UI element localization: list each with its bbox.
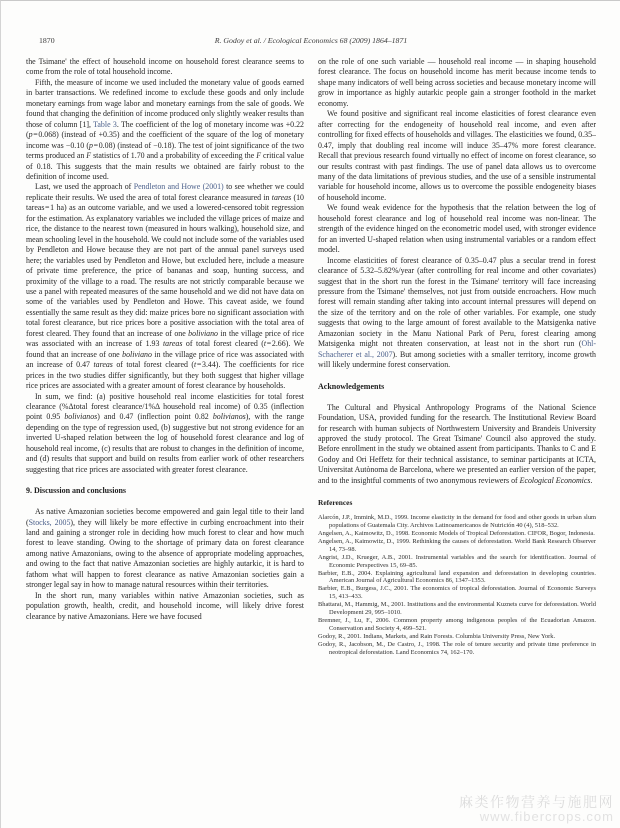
- reference-item: Godoy, R., 2001. Indians, Markets, and Rain Forests. Columbia University Press, New York.: [318, 632, 556, 640]
- page-header: [26, 36, 596, 48]
- reference-item: Alarcón, J.P., Immink, M.D., 1999. Income elasticity in the demand for food and other goods in urban slum populations of Guatemala City. Archivos Latinoamericanos de Nutrición 40 (4), 518–532.: [318, 514, 596, 530]
- paragraph: The Cultural and Physical Anthropology Programs of the National Science Foundation, USA, provided funding for the research. The Institutional Review Board for research with human subjects of Northwestern University and Brandeis University approved the study protocol. The Great Tsimane' Council also approved the study. Before enrollment in the study we obtained assent from participants. Thanks to C and E Godoy and Ori Heffetz for their technical assistance, to seminar participants at ICTA, Universitat Autònoma de Barcelona, where we presented an earlier version of the paper, and to the insightful comments of two anonymous reviewers of Ecological Economics.: [318, 402, 596, 485]
- reference-item: Bremner, J., Lu, F., 2006. Common property among indigenous peoples of the Ecuadorian Amazon. Conservation and Society 4, 499–521.: [318, 617, 596, 632]
- paragraph: Last, we used the approach of Pendleton and Howe (2001) to see whether we could replicate their results. We used the area of total forest clearance measured in tareas (10 tareas = 1 ha) as an outcome variable, and we used a lowered-censored tobit regression for the estimation. As explanatory variables we included the village prices of maize and rice, the distance to the nearest town (measured in hours walking), household size, and mean schooling level in the household. We could not include some of the variables used by Pendleton and Howe because they are not part of the annual panel surveys used here; the variables used by Pendleton and Howe, but excluded here, include a measure of private time preference, the price of bananas and soap, hunting success, and proximity of the village to a road. The results are not strictly comparable because we use a panel with repeated measures of the same household and we did not have data on some of the variables used by Pendleton and Howe. This caveat aside, we found essentially the same result as they did: maize prices bore no significant association with total forest clearance, but rice prices bore a positive association with the total area of forest cleared. They found that an increase of one boliviano in the village price of rice was associated with an increase of 1.93 tareas of total forest cleared (t = 2.66). We found that an increase of one boliviano in the village price of rice was associated with an increase of 0.47 tareas of total forest cleared (t = 3.44). The coefficients for rice prices in the two studies differ significantly, but they both suggest that higher village rice prices are associated with a greater amount of forest clearance by households.: [26, 182, 304, 391]
- emphasis-text: p: [28, 130, 33, 140]
- paragraph: We found positive and significant real income elasticities of forest clearance even after correcting for the endogeneity of household real income, and even after controlling for fixed effects of households and villages. The elasticities we found, 0.35–0.47, imply that doubling real income will induce 35–47% more forest clearance. Recall that previous research found virtually no effect of income on forest clearance, so our results contrast with past findings. The use of panel data allows us to overcome many of the data limitations of previous studies, and the use of a sensible instrumental variable for household income, allows us to overcome the possible endogeneity biases of household income.: [318, 109, 596, 202]
- section-heading: 9. Discussion and conclusions: [26, 486, 127, 496]
- reference-item: Barbier, E.B., 2004. Explaining agricultural land expansion and deforestation in developing countries. American Journal of Agricultural Economics 86, 1347–1353.: [318, 569, 596, 585]
- paragraph: Income elasticities of forest clearance of 0.35–0.47 plus a secular trend in forest clearance of 5.32–5.82%/year (after controlling for real income and other covariates) suggest that in the short run the forest in the Tsimane' territory will face increasing pressure from the Tsimane' themselves, not just from outside encroachers. How much forest will remain standing after taking into account internal pressures will depend on the size of the territory and on the role of other variables. For example, one study suggests that owing to the large amount of forest available to the Matsigenka native Amazonian society in the Manu National Park of Peru, forest clearing among Matsigenka might not threaten conservation, at least not in the short run (Ohl-Schacherer et al., 2007). But among societies with a smaller territory, income growth will likely undermine forest conservation.: [318, 255, 596, 370]
- right-column: [318, 57, 596, 657]
- paragraph: We found weak evidence for the hypothesis that the relation between the log of household forest clearance and log of household real income was non-linear. The strength of the evidence hinged on the econometric model used, with stronger evidence for an inverted U-shaped relation when using instrumental variables or a random effect model.: [318, 203, 596, 255]
- citation-link[interactable]: Ohl-Schacherer et al., 2007: [318, 339, 596, 359]
- paragraph-continued: the Tsimane' the effect of household income on household forest clearance seems to come from the role of total household income.: [26, 57, 304, 77]
- citation-link[interactable]: Pendleton and Howe (2001): [133, 182, 224, 192]
- paragraph: Fifth, the measure of income we used included the monetary value of goods earned in barter transactions. We redefined income to exclude these goods and only include monetary earnings from wage labor and monetary earnings from the sale of goods. We found that changing the definition of income produced only slightly weaker results than those of column [1], Table 3. The coefficient of the log of monetary income was +0.22 (p = 0.068) (instead of +0.35) and the coefficient of the square of the log of monetary income was −0.10 (p = 0.08) (instead of −0.18). The test of joint significance of the two terms produced an F statistics of 1.70 and a probability of exceeding the F critical value of 0.18. This suggests that the main results we obtained are fairly robust to the definition of income used.: [26, 77, 304, 181]
- emphasis-text: bolivianos: [212, 412, 246, 422]
- citation-link[interactable]: Stocks, 2005: [28, 517, 71, 527]
- emphasis-text: p: [88, 140, 93, 150]
- reference-item: Angrist, J.D., Krueger, A.B., 2001. Instrumental variables and the search for identification. Journal of Economic Perspectives 15, 69–85.: [318, 553, 596, 569]
- article-body: [26, 57, 596, 657]
- watermark-url: www.fibercrops.com: [479, 809, 614, 824]
- citation-link[interactable]: Table 3: [93, 119, 117, 129]
- paragraph-continued: on the role of one such variable — household real income — in shaping household forest clearance. The focus on household income has merit because income tends to shape many indicators of well being across societies and because monetary income will grow in importance as highly autarkic people gain a stronger foothold in the market economy.: [318, 57, 596, 108]
- emphasis-text: bolivianos: [64, 412, 98, 422]
- reference-item: Angelsen, A., Kaimowitz, D., 1998. Economic Models of Tropical Deforestation. CIFOR, Bogor, Indonesia.: [318, 530, 595, 538]
- reference-item: Barbier, E.B., Burgess, J.C., 2001. The economics of tropical deforestation. Journal of Economic Surveys 15, 413–433.: [318, 585, 596, 601]
- section-heading: Acknowledgements: [318, 381, 385, 391]
- paragraph: As native Amazonian societies become empowered and gain legal title to their land (Stocks, 2005), they will likely be more effective in curbing encroachment into their land and gaining a stronger role in deciding how much forest to clear and how much forest to leave standing. Owing to the shortage of primary data on forest clearance among native Amazonians, owing to the absence of appropriate modeling approaches, and owing to the fact that native Amazonian societies are highly autarkic, it is hard to fathom what will happen to forest clearance as native Amazonian societies gain a stronger legal say in how to manage natural resources within their territories.: [26, 507, 304, 590]
- reference-item: Godoy, R., Jacobson, M., De Castro, J., 1998. The role of tenure security and private time preference in neotropical deforestation. Land Economics 74, 162–170.: [318, 640, 596, 656]
- paragraph: In sum, we find: (a) positive household real income elasticities for total forest clearance (%Δtotal forest clearance/1%Δ household real income) of 0.35 (inflection point 0.95 bolivianos) and 0.47 (inflection point 0.82 bolivianos), with the range depending on the type of regression used, (b) suggestive but not strong evidence for an inverted U-shaped relation between the log of household forest clearance and log of household real income, (c) results that are robust to changes in the definition of income, and (d) results that support and build on results from earlier work of other researchers suggesting that rice prices are associated with greater forest clearance.: [26, 391, 304, 474]
- emphasis-text: Ecological Economics: [519, 475, 591, 485]
- left-column: [26, 57, 304, 657]
- watermark: [459, 795, 614, 824]
- emphasis-text: boliviano: [122, 349, 152, 359]
- paragraph: In the short run, many variables within native Amazonian societies, such as population growth, health, credit, and household income, will likely drive forest clearance by native Amazonians. Here we have focused: [26, 590, 304, 621]
- emphasis-text: tareas: [162, 339, 183, 349]
- references-heading: References: [318, 498, 353, 508]
- running-head: R. Godoy et al. / Ecological Economics 68 (2009) 1864–1871: [214, 36, 408, 45]
- reference-item: Bhattarai, M., Hammig, M., 2001. Institutions and the environmental Kuznets curve for deforestation. World Development 29, 995–1010.: [318, 601, 596, 617]
- page-number: 1870: [39, 36, 55, 45]
- emphasis-text: tareas: [93, 360, 113, 370]
- reference-item: Angelsen, A., Kaimowitz, D., 1999. Rethinking the causes of deforestation. World Bank Research Observer 14, 73–98.: [318, 537, 596, 553]
- emphasis-text: t: [263, 339, 267, 349]
- watermark-text: 麻类作物营养与施肥网: [459, 794, 614, 810]
- emphasis-text: boliviano: [188, 328, 218, 338]
- emphasis-text: t: [194, 360, 197, 370]
- emphasis-text: F: [256, 151, 262, 161]
- emphasis-text: F: [86, 151, 92, 161]
- emphasis-text: tareas: [271, 192, 292, 202]
